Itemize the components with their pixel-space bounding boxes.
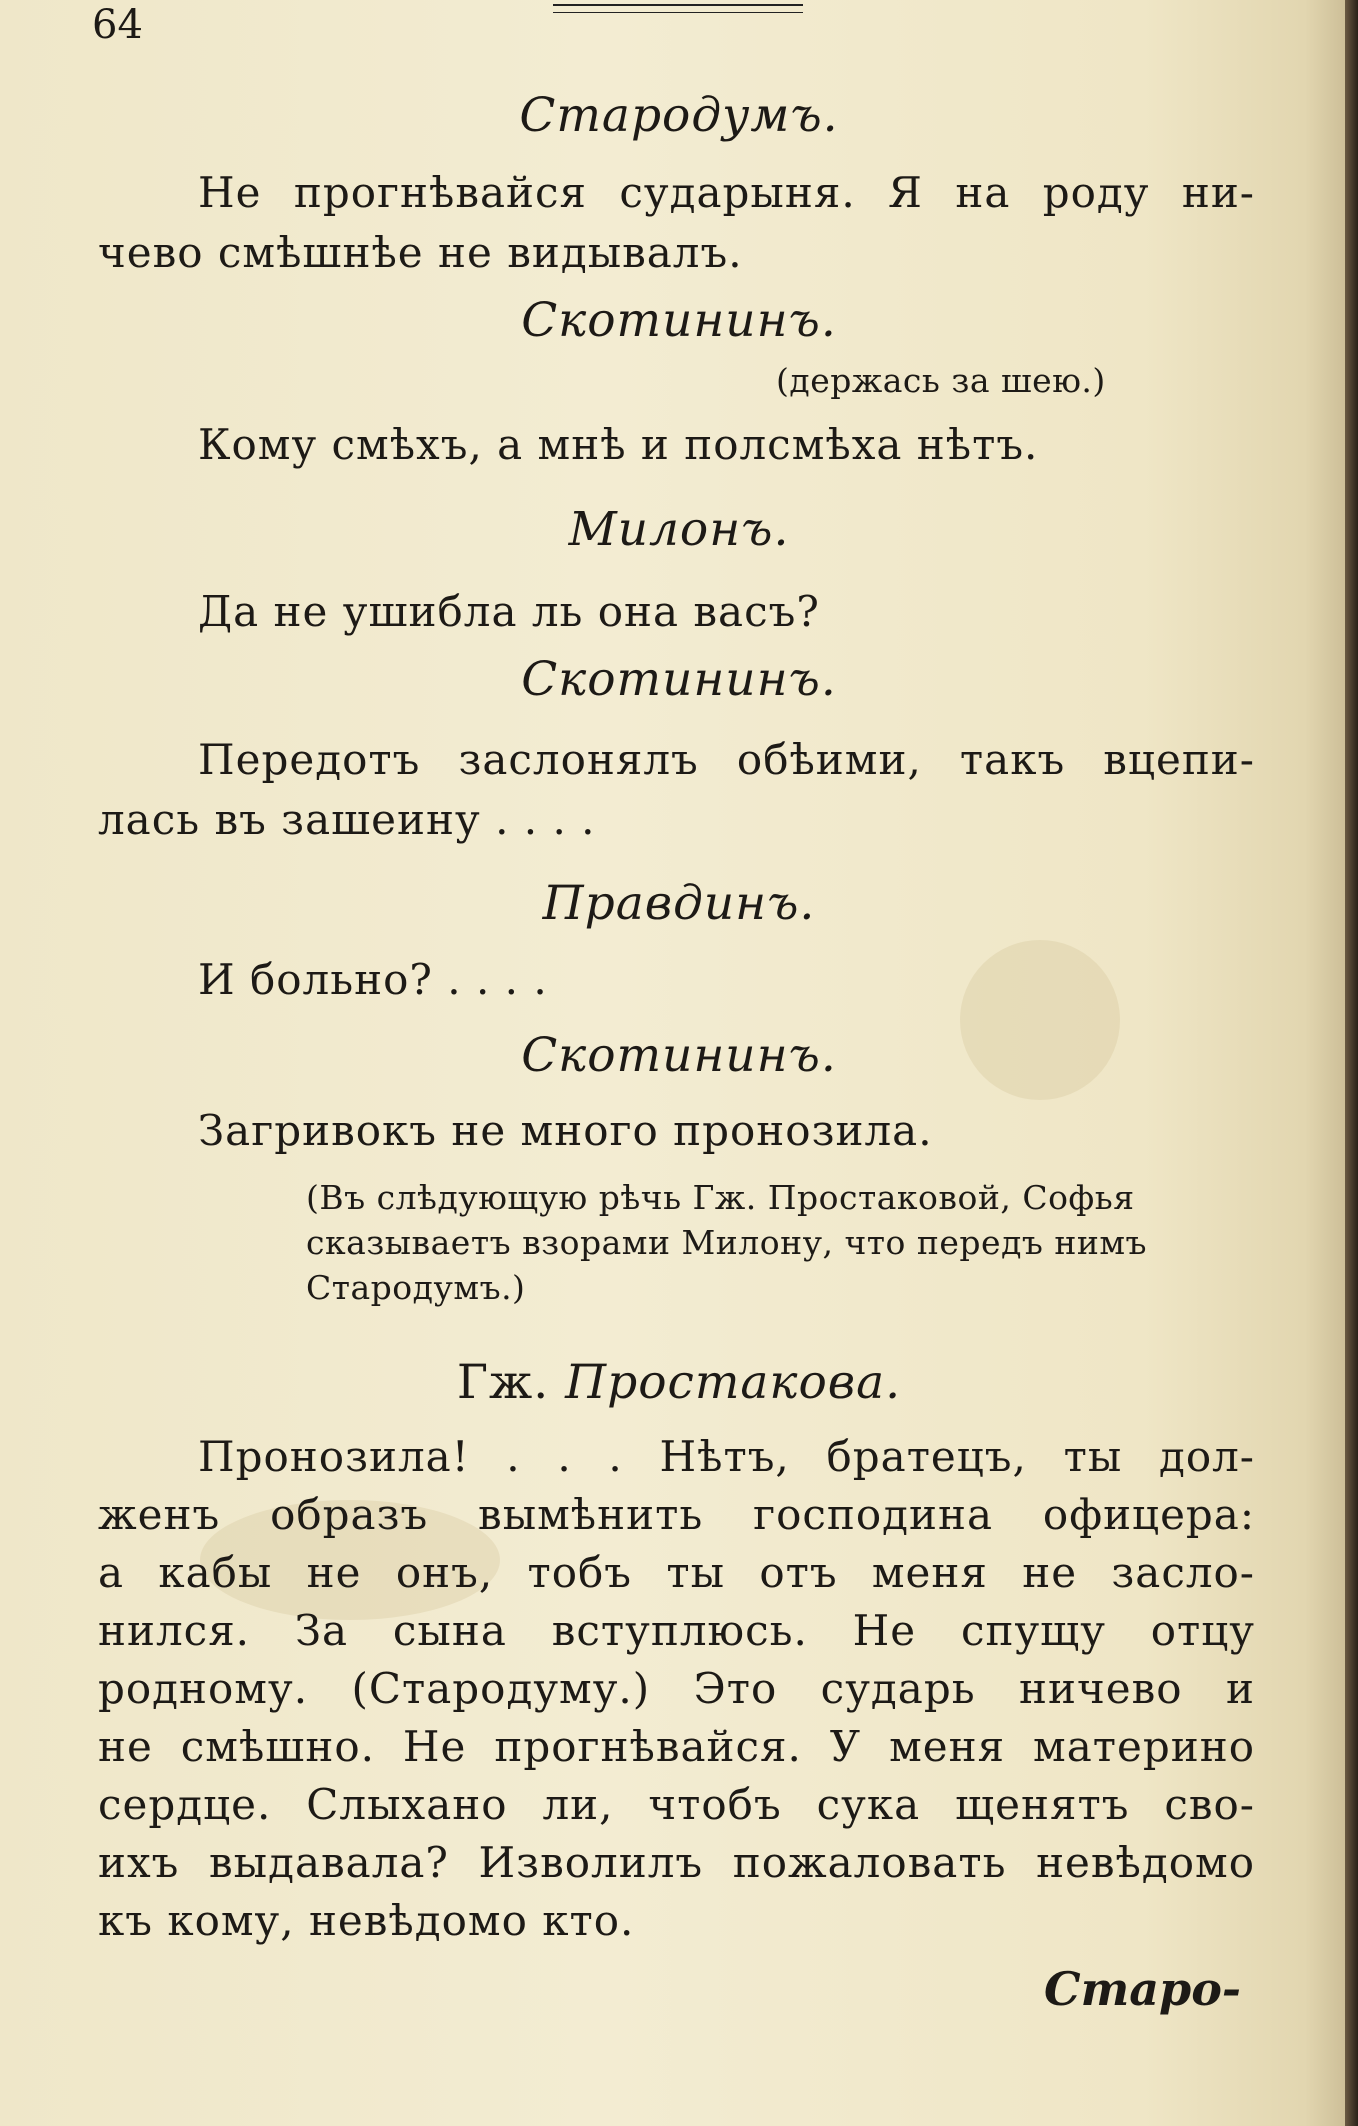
speaker-skotinin: Скотининъ. <box>521 652 837 707</box>
text-line: родному. (Стародуму.) Это сударь ничево и <box>98 1664 1255 1713</box>
speaker-starodum: Стародумъ. <box>519 88 839 143</box>
stage-direction: (Въ слѣдующую рѣчь Гж. Простаковой, Софья <box>306 1178 1135 1217</box>
text-line: женъ образъ вымѣнить господина офицера: <box>98 1490 1255 1539</box>
text-line: не смѣшно. Не прогнѣвайся. У меня материно <box>98 1722 1255 1771</box>
text-line: сердце. Слыхано ли, чтобъ сука щенятъ сво- <box>98 1780 1255 1829</box>
catchword: Старо- <box>1043 1962 1241 2016</box>
text-line: Да не ушибла ль она васъ? <box>198 587 820 636</box>
stage-direction: сказываетъ взорами Милону, что передъ нимъ <box>306 1223 1148 1262</box>
text-line: нился. За сына вступлюсь. Не спущу отцу <box>98 1606 1255 1655</box>
text-line: а кабы не онъ, тобъ ты отъ меня не засло- <box>98 1548 1255 1597</box>
speaker-milon: Милонъ. <box>568 502 790 557</box>
text-line: Пронозила! . . . Нѣтъ, братецъ, ты дол- <box>198 1432 1255 1481</box>
speaker-prostakova <box>0 1355 1358 1410</box>
text-line: чево смѣшнѣе не видывалъ. <box>98 228 743 277</box>
book-spine-edge <box>1345 0 1358 2126</box>
page-number: 64 <box>92 2 143 48</box>
stage-direction: (держась за шею.) <box>776 361 1106 400</box>
speaker-name: Простакова. <box>565 1355 902 1410</box>
text-line: И больно? . . . . <box>198 955 548 1004</box>
speaker-prefix: Гж. <box>456 1355 550 1410</box>
text-line: лась въ зашеину . . . . <box>98 795 596 844</box>
text-line: Передотъ заслонялъ обѣими, такъ вцепи- <box>198 735 1255 784</box>
text-line: Загривокъ не много пронозила. <box>198 1106 933 1155</box>
text-line: Кому смѣхъ, а мнѣ и полсмѣха нѣтъ. <box>198 420 1039 469</box>
text-line: къ кому, невѣдомо кто. <box>98 1896 635 1945</box>
speaker-pravdin: Правдинъ. <box>542 876 816 931</box>
text-line: ихъ выдавала? Изволилъ пожаловать невѣдомо <box>98 1838 1255 1887</box>
speaker-skotinin: Скотининъ. <box>521 293 837 348</box>
stage-direction: Стародумъ.) <box>306 1268 526 1307</box>
text-line: Не прогнѣвайся сударыня. Я на роду ни- <box>198 168 1255 217</box>
header-rule <box>553 4 803 13</box>
speaker-skotinin: Скотининъ. <box>521 1028 837 1083</box>
